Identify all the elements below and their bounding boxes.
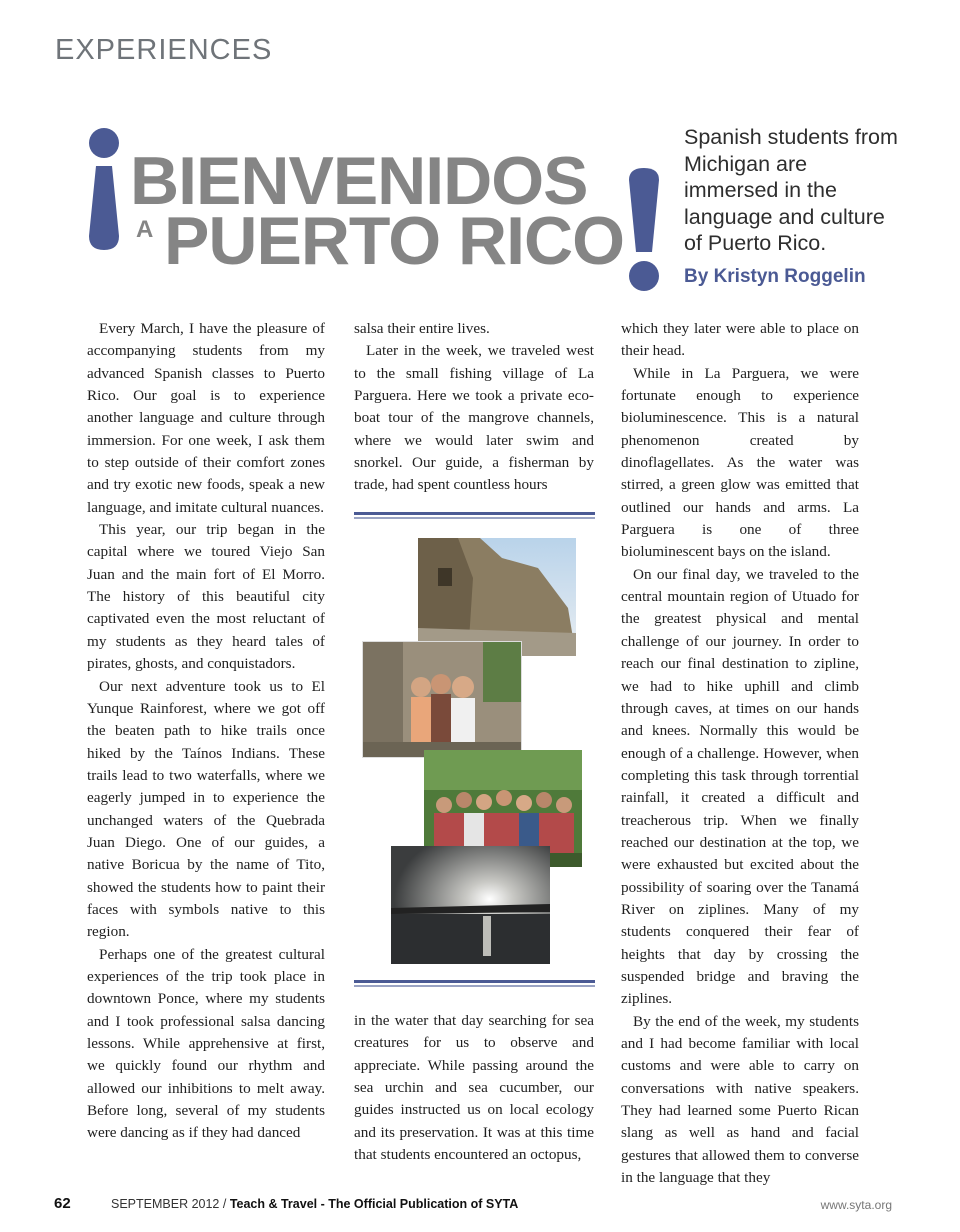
title-line-1: BIENVENIDOS	[130, 143, 588, 219]
paragraph: This year, our trip began in the capital where we toured Viejo San Juan and the main fort of El Morro. The history of this beautiful city captivated even the most reluctant of my students as they heard tales of pirates, ghosts, and conquistadors.	[87, 521, 325, 673]
article-column-3	[621, 318, 859, 1189]
photo-divider-bottom	[354, 980, 595, 987]
issue-line	[111, 1197, 518, 1211]
paragraph: While in La Parguera, we were fortunate enough to experience bioluminescence. This is a natural phenomenon created by dinoflagellates. As the water was stirred, a green glow was emitted that outlined our hands and arms. La Parguera is one of three bioluminescent bays on the island.	[621, 364, 859, 561]
paragraph: On our final day, we traveled to the central mountain region of Utuado for the greatest physical and mental challenge of our journey. In order to reach our final destination to zipline, we had to hike uphill and climb through caves, at times on our hands and knees. Normally this would be enough of a challenge. However, when completing this task through torrential rainfall, it created a difficult and treacherous trip. When we finally reached our destination at the top, we were exhausted but excited about the possibility of soaring over the Tanamá River on ziplines. Many of my students conquered their fear of heights that day by crossing the suspended bridge and braving the ziplines.	[621, 565, 859, 1008]
paragraph: Our next adventure took us to El Yunque Rainforest, where we got off the beaten path to hike trails once hiked by the Taínos Indians. These trails lead to two waterfalls, where we eagerly jumped in to experience the unchanged waters of the Quebrada Juan Diego. One of our guides, a native Boricua by the name of Tito, showed the students how to paint their faces with symbols native to this region.	[87, 677, 325, 941]
paragraph: Perhaps one of the greatest cultural experiences of the trip took place in downtown Ponce, where my students and I took professional salsa dancing lessons. While apprehensive at first, we quickly found our rhythm and allowed our inhibitions to melt away. Before long, several of my students were dancing as if they had danced	[87, 945, 325, 1142]
inverted-exclamation-icon	[86, 126, 122, 257]
paragraph: salsa their entire lives.	[354, 320, 490, 337]
photo-students-group	[362, 641, 522, 758]
page-number: 62	[54, 1195, 71, 1212]
publication-title: Teach & Travel - The Official Publication of SYTA	[229, 1197, 519, 1211]
article-column-2-top	[354, 318, 594, 497]
paragraph: By the end of the week, my students and I had become familiar with local customs and were able to carry on conversations with native speakers. They had learned some Puerto Rican slang as well as hand and facial gestures that allowed them to converse in the language that they	[621, 1012, 859, 1187]
paragraph: Later in the week, we traveled west to the small fishing village of La Parguera. Here we took a private eco-boat tour of the mangrove channels, where we would later swim and snorkel. Our guide, a fisherman by trade, had spent countless hours	[354, 342, 594, 494]
article-column-2-bottom	[354, 1010, 594, 1166]
title-line-2: PUERTO RICO	[164, 203, 625, 279]
section-label: EXPERIENCES	[55, 34, 273, 66]
title-connector: A	[136, 216, 154, 243]
exclamation-icon	[626, 166, 662, 299]
paragraph: which they later were able to place on their head.	[621, 320, 859, 360]
photo-fort	[418, 538, 576, 656]
article-column-1	[87, 318, 325, 1145]
subtitle: Spanish students from Michigan are immersed in the language and culture of Puerto Rico.	[684, 125, 898, 255]
paragraph: Every March, I have the pleasure of accompanying students from my advanced Spanish classes to Puerto Rico. Our goal is to experience another language and culture through immersion. For one week, I ask them to step outside of their comfort zones and try exotic new foods, speak a new language, and imitate cultural nuances.	[87, 320, 325, 516]
photo-divider-top	[354, 512, 595, 519]
issue-date: SEPTEMBER 2012 /	[111, 1197, 230, 1211]
photo-sunset-water	[391, 846, 550, 964]
paragraph: in the water that day searching for sea creatures for us to observe and appreciate. While passing around the sea urchin and sea cucumber, our guides instructed us on local ecology and its preservation. It was at this time that students encountered an octopus,	[354, 1012, 594, 1164]
byline: By Kristyn Roggelin	[684, 266, 866, 287]
website-link[interactable]: www.syta.org	[820, 1198, 892, 1212]
